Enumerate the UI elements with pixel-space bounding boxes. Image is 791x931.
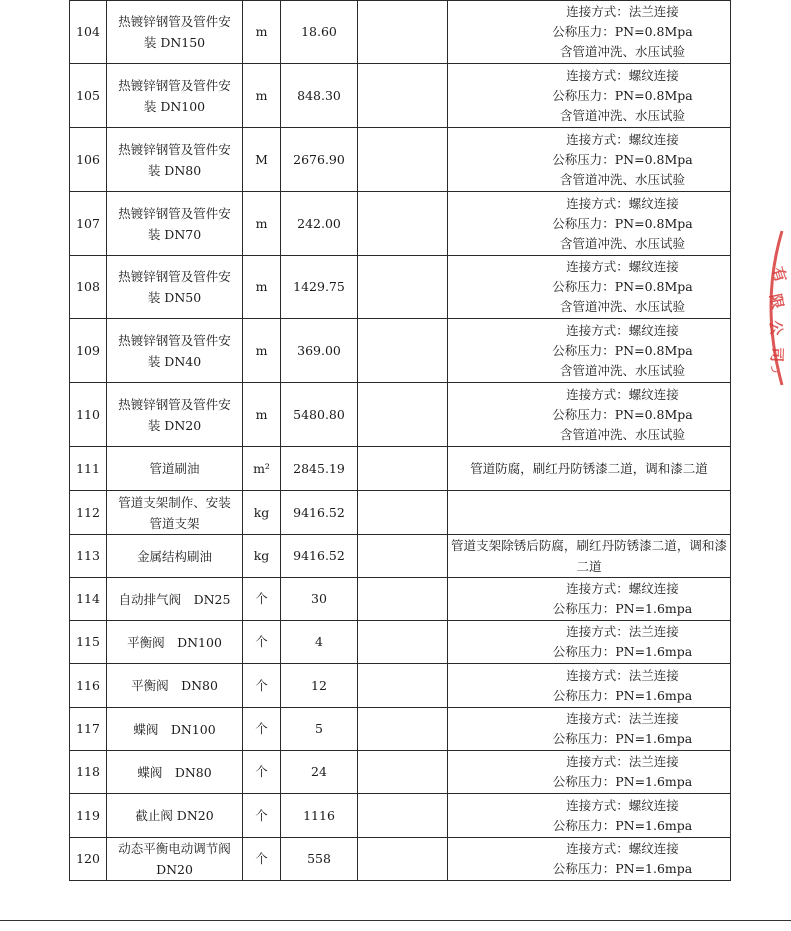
description-line: 含管道冲洗、水压试验: [559, 235, 685, 251]
table-row: [70, 319, 731, 383]
description-line: 含管道冲洗、水压试验: [559, 171, 685, 187]
svg-text:限: 限: [766, 292, 787, 311]
item-name-line: 热镀锌钢管及管件安: [118, 269, 231, 284]
page-bottom-rule: [0, 920, 791, 921]
item-number-cell: 109: [70, 319, 107, 383]
item-name-line: 装 DN50: [147, 290, 202, 305]
blank-cell: [358, 383, 448, 447]
blank-cell: [358, 192, 448, 256]
item-name-cell: [107, 1, 243, 64]
description-line: 公称压力：PN=1.6mpa: [552, 817, 693, 833]
item-name-line: 管道刷油: [149, 461, 200, 476]
description-line: 含管道冲洗、水压试验: [559, 426, 685, 442]
description-line: 连接方式：螺纹连接: [566, 841, 679, 856]
description-line: 公称压力：PN=1.6mpa: [552, 774, 693, 789]
description-line: 公称压力：PN=1.6mpa: [552, 861, 693, 876]
unit-cell: m: [243, 64, 281, 128]
quantity-cell: 5: [281, 708, 358, 751]
item-name-line: DN20: [156, 862, 193, 877]
item-name-line: 金属结构刷油: [136, 548, 212, 564]
unit-cell: 个: [243, 578, 281, 621]
unit-cell: m²: [243, 447, 281, 491]
description-line: 管道防腐，刷红丹防锈漆二道，调和漆二道: [470, 461, 708, 476]
item-name-line: 热镀锌钢管及管件安: [118, 14, 231, 29]
item-name-cell: [107, 621, 243, 664]
quantity-cell: 2676.90: [281, 128, 358, 192]
item-name-cell: [107, 383, 243, 447]
svg-text:公: 公: [766, 319, 786, 337]
description-cell: [448, 664, 731, 708]
description-cell: [448, 447, 731, 491]
unit-cell: m: [243, 256, 281, 319]
item-number-cell: 104: [70, 1, 107, 64]
item-name-cell: [107, 192, 243, 256]
item-name-cell: [107, 664, 243, 708]
blank-cell: [358, 64, 448, 128]
unit-cell: m: [243, 192, 281, 256]
table-row: [70, 664, 731, 708]
description-line: 连接方式：螺纹连接: [566, 386, 679, 402]
description-line: 连接方式：螺纹连接: [566, 259, 679, 274]
blank-cell: [358, 128, 448, 192]
item-name-line: 平衡阀 DN100: [127, 634, 222, 650]
item-name-line: 热镀锌钢管及管件安: [118, 141, 231, 157]
item-number-cell: 119: [70, 794, 107, 838]
table-row: [70, 838, 731, 881]
item-name-cell: [107, 708, 243, 751]
item-name-line: 装 DN150: [143, 35, 206, 50]
table-row: [70, 256, 731, 319]
description-line: 公称压力：PN=0.8Mpa: [552, 215, 693, 231]
blank-cell: [358, 1, 448, 64]
quantity-cell: 242.00: [281, 192, 358, 256]
unit-cell: m: [243, 1, 281, 64]
item-number-cell: 115: [70, 621, 107, 664]
item-name-line: 蝶阀 DN100: [133, 721, 216, 737]
blank-cell: [358, 621, 448, 664]
item-name-cell: [107, 838, 243, 881]
blank-cell: [358, 794, 448, 838]
blank-cell: [358, 491, 448, 535]
description-line: 含管道冲洗、水压试验: [559, 362, 685, 378]
blank-cell: [358, 319, 448, 383]
item-number-cell: 111: [70, 447, 107, 491]
quantity-cell: 848.30: [281, 64, 358, 128]
quantity-cell: 30: [281, 578, 358, 621]
quantity-cell: 558: [281, 838, 358, 881]
description-line: 公称压力：PN=0.8Mpa: [552, 342, 693, 358]
description-line: 连接方式：螺纹连接: [566, 322, 679, 338]
description-cell: [448, 256, 731, 319]
item-number-cell: 107: [70, 192, 107, 256]
blank-cell: [358, 256, 448, 319]
blank-cell: [358, 535, 448, 578]
description-line: 连接方式：法兰连接: [566, 624, 679, 639]
quantity-cell: 2845.19: [281, 447, 358, 491]
table-row: [70, 128, 731, 192]
unit-cell: kg: [243, 491, 281, 535]
description-line: 连接方式：法兰连接: [566, 4, 679, 19]
description-line: 公称压力：PN=0.8Mpa: [552, 87, 693, 103]
unit-cell: 个: [243, 708, 281, 751]
blank-cell: [358, 838, 448, 881]
item-number-cell: 110: [70, 383, 107, 447]
item-name-line: 自动排气阀 DN25: [118, 591, 231, 607]
item-name-line: 装 DN20: [147, 417, 202, 433]
table-row: [70, 192, 731, 256]
table-row: [70, 708, 731, 751]
item-name-line: 平衡阀 DN80: [131, 678, 218, 693]
item-name-cell: [107, 319, 243, 383]
item-name-line: 热镀锌钢管及管件安: [118, 396, 231, 412]
svg-text:有: 有: [768, 264, 790, 285]
description-line: 公称压力：PN=1.6mpa: [552, 601, 693, 616]
item-number-cell: 116: [70, 664, 107, 708]
table-row: [70, 794, 731, 838]
quantity-cell: 18.60: [281, 1, 358, 64]
item-number-cell: 108: [70, 256, 107, 319]
description-text: 管道支架除锈后防腐，刷红丹防锈漆二道，调和漆二道: [448, 535, 731, 578]
item-name-line: 热镀锌钢管及管件安: [118, 205, 231, 221]
item-number-cell: 105: [70, 64, 107, 128]
item-name-cell: [107, 751, 243, 794]
item-name-cell: [107, 447, 243, 491]
item-name-line: 装 DN100: [143, 98, 206, 114]
item-number-cell: 117: [70, 708, 107, 751]
description-line: 连接方式：法兰连接: [566, 667, 679, 683]
description-line: 公称压力：PN=0.8Mpa: [552, 151, 693, 167]
item-number-cell: 118: [70, 751, 107, 794]
quantity-cell: 24: [281, 751, 358, 794]
blank-cell: [358, 447, 448, 491]
description-cell: [448, 794, 731, 838]
svg-text:ر: ر: [770, 366, 785, 374]
quantity-cell: 1429.75: [281, 256, 358, 319]
item-name-line: 装 DN70: [147, 226, 202, 242]
unit-cell: kg: [243, 535, 281, 578]
description-line: 公称压力：PN=1.6mpa: [552, 731, 693, 746]
description-cell: [448, 621, 731, 664]
table-body: [70, 1, 731, 881]
item-name-line: 动态平衡电动调节阀: [118, 841, 231, 856]
description-cell: [448, 64, 731, 128]
item-number-cell: 113: [70, 535, 107, 578]
item-name-cell: [107, 64, 243, 128]
description-cell: [448, 578, 731, 621]
description-line: 公称压力：PN=1.6mpa: [552, 644, 693, 659]
quantities-table: [69, 0, 731, 881]
item-name-cell: [107, 128, 243, 192]
bill-of-quantities-sheet: [69, 0, 731, 881]
description-line: 连接方式：法兰连接: [566, 754, 679, 769]
item-name-cell: [107, 578, 243, 621]
description-line: 公称压力：PN=0.8Mpa: [552, 24, 693, 39]
table-row: [70, 751, 731, 794]
item-number-cell: 106: [70, 128, 107, 192]
blank-cell: [358, 751, 448, 794]
red-seal-stamp-fragment: [752, 225, 791, 395]
description-cell: [448, 319, 731, 383]
description-line: 公称压力：PN=1.6mpa: [552, 687, 693, 703]
table-row: [70, 383, 731, 447]
blank-cell: [358, 664, 448, 708]
description-line: 公称压力：PN=0.8Mpa: [552, 279, 693, 294]
item-name-line: 蝶阀 DN80: [137, 764, 212, 780]
item-number-cell: 120: [70, 838, 107, 881]
item-name-cell: [107, 256, 243, 319]
table-row: [70, 1, 731, 64]
description-cell: [448, 128, 731, 192]
quantity-cell: 9416.52: [281, 491, 358, 535]
unit-cell: 个: [243, 664, 281, 708]
blank-cell: [358, 708, 448, 751]
description-cell: [448, 383, 731, 447]
description-line: 含管道冲洗、水压试验: [559, 299, 685, 314]
description-line: 连接方式：螺纹连接: [566, 581, 679, 596]
description-cell: [448, 491, 731, 535]
description-line: 连接方式：螺纹连接: [566, 195, 679, 211]
quantity-cell: 9416.52: [281, 535, 358, 578]
blank-cell: [358, 578, 448, 621]
quantity-cell: 369.00: [281, 319, 358, 383]
description-cell: [448, 751, 731, 794]
quantity-cell: 4: [281, 621, 358, 664]
unit-cell: 个: [243, 751, 281, 794]
quantity-cell: 12: [281, 664, 358, 708]
item-name-line: 装 DN40: [147, 353, 202, 369]
description-line: 公称压力：PN=0.8Mpa: [552, 406, 693, 422]
table-row: [70, 64, 731, 128]
item-name-line: 装 DN80: [147, 162, 202, 178]
item-name-line: 管道支架: [149, 515, 200, 531]
description-cell: [448, 1, 731, 64]
quantity-cell: 5480.80: [281, 383, 358, 447]
table-row: [70, 621, 731, 664]
item-name-line: 截止阀 DN20: [135, 808, 214, 823]
table-row: [70, 491, 731, 535]
unit-cell: 个: [243, 794, 281, 838]
item-name-line: 热镀锌钢管及管件安: [118, 332, 231, 348]
unit-cell: M: [243, 128, 281, 192]
description-line: 含管道冲洗、水压试验: [559, 107, 685, 123]
table-row: [70, 447, 731, 491]
svg-text:司: 司: [767, 346, 786, 363]
item-name-line: 热镀锌钢管及管件安: [118, 77, 231, 93]
item-name-cell: [107, 794, 243, 838]
unit-cell: 个: [243, 838, 281, 881]
description-line: 连接方式：螺纹连接: [566, 67, 679, 83]
item-number-cell: 112: [70, 491, 107, 535]
unit-cell: m: [243, 383, 281, 447]
description-cell: [448, 838, 731, 881]
description-cell: [448, 192, 731, 256]
unit-cell: m: [243, 319, 281, 383]
item-name-cell: [107, 535, 243, 578]
table-row: [70, 578, 731, 621]
item-name-line: 管道支架制作、安装: [118, 494, 231, 510]
quantity-cell: 1116: [281, 794, 358, 838]
table-row: [70, 535, 731, 578]
description-line: 连接方式：螺纹连接: [566, 797, 679, 813]
description-cell: [448, 708, 731, 751]
item-number-cell: 114: [70, 578, 107, 621]
description-line: 连接方式：法兰连接: [566, 711, 679, 726]
description-line: 连接方式：螺纹连接: [566, 131, 679, 147]
item-name-cell: [107, 491, 243, 535]
description-line: 含管道冲洗、水压试验: [559, 44, 685, 59]
unit-cell: 个: [243, 621, 281, 664]
